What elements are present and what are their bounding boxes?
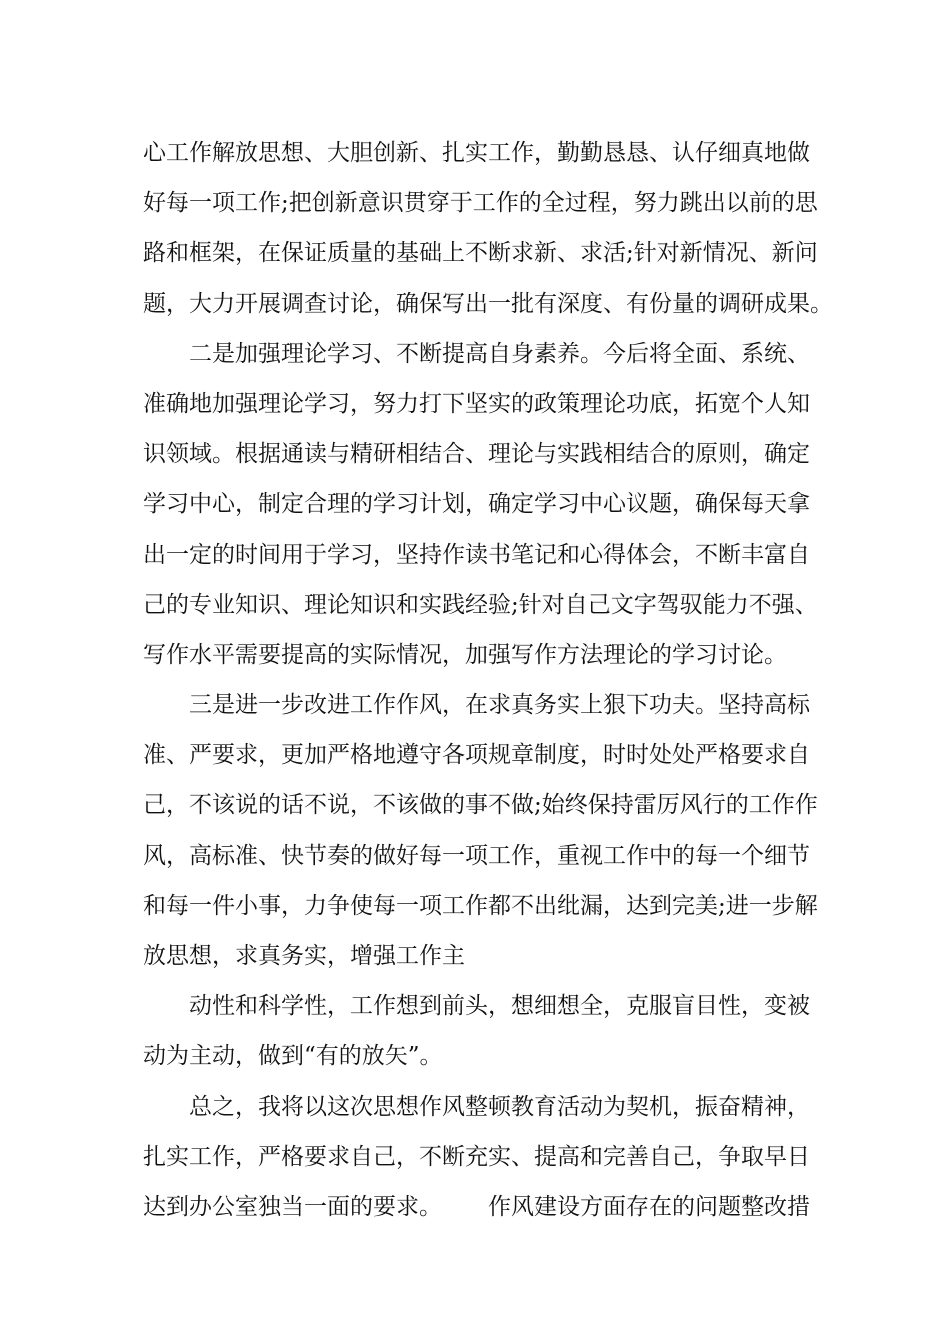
text-line: 准、严要求，更加严格地遵守各项规章制度，时时处处严格要求自	[143, 742, 810, 769]
text-line: 己，不该说的话不说，不该做的事不做;始终保持雷厉风行的工作作	[143, 792, 818, 819]
text-line: 风，高标准、快节奏的做好每一项工作，重视工作中的每一个细节	[143, 842, 810, 869]
text-line: 扎实工作，严格要求自己，不断充实、提高和完善自己，争取早日	[143, 1143, 810, 1170]
paragraph-start-line: 三是进一步改进工作作风，在求真务实上狠下功夫。坚持高标	[189, 692, 810, 719]
text-line: 写作水平需要提高的实际情况，加强写作方法理论的学习讨论。	[143, 641, 787, 668]
text-line: 识领域。根据通读与精研相结合、理论与实践相结合的原则，确定	[143, 441, 810, 468]
document-body	[143, 128, 833, 1232]
text-segment: 达到办公室独当一面的要求。	[143, 1193, 442, 1220]
paragraph-start-line: 二是加强理论学习、不断提高自身素养。今后将全面、系统、	[189, 340, 810, 367]
text-line: 己的专业知识、理论知识和实践经验;针对自己文字驾驭能力不强、	[143, 591, 818, 618]
paragraph-start-line: 动性和科学性，工作想到前头，想细想全，克服盲目性，变被	[189, 993, 810, 1020]
paragraph-start-line: 总之，我将以这次思想作风整顿教育活动为契机，振奋精神，	[189, 1093, 810, 1120]
text-line: 题，大力开展调查讨论，确保写出一批有深度、有份量的调研成果。	[143, 290, 833, 317]
text-line: 出一定的时间用于学习，坚持作读书笔记和心得体会，不断丰富自	[143, 541, 810, 568]
text-line: 学习中心，制定合理的学习计划，确定学习中心议题，确保每天拿	[143, 491, 810, 518]
heading-fragment: 作风建设方面存在的问题整改措	[488, 1193, 810, 1220]
text-line: 和每一件小事，力争使每一项工作都不出纰漏，达到完美;进一步解	[143, 892, 818, 919]
text-line: 路和框架，在保证质量的基础上不断求新、求活;针对新情况、新问	[143, 240, 818, 267]
text-line	[143, 1182, 809, 1232]
text-line: 动为主动，做到“有的放矢”。	[143, 1043, 443, 1070]
text-line: 放思想，求真务实，增强工作主	[143, 943, 465, 969]
text-line: 心工作解放思想、大胆创新、扎实工作，勤勤恳恳、认仔细真地做	[143, 140, 810, 166]
text-line: 准确地加强理论学习，努力打下坚实的政策理论功底，拓宽个人知	[143, 390, 810, 417]
text-line: 好每一项工作;把创新意识贯穿于工作的全过程，努力跳出以前的思	[143, 190, 818, 217]
